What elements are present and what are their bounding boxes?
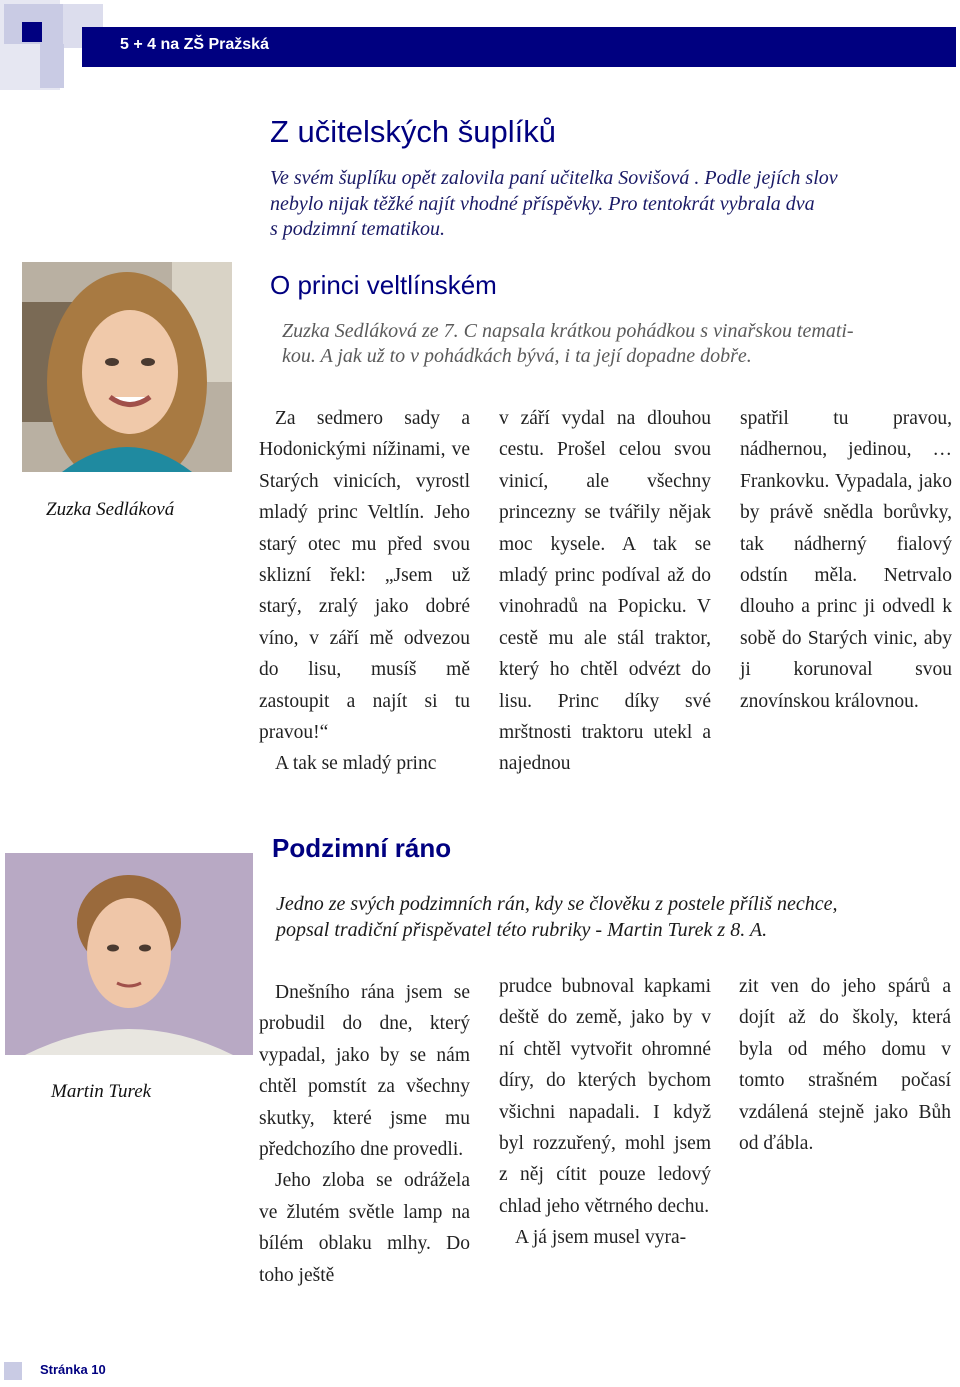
paragraph: v září vydal na dlouhou cestu. Prošel celou svou vinicí, ale všechny princezny se tvářily nějak moc kysele. A tak se mladý princ podíval až do vinohradů na Popicku. V cestě mu ale stál traktor, který ho chtěl odvézt do lisu. Princ díky své mrštnosti traktoru utekl a najednou: [499, 408, 711, 775]
intro-text: [270, 166, 930, 243]
section-title: Z učitelských šuplíků: [270, 114, 556, 149]
header-title: 5 + 4 na ZŠ Pražská: [120, 36, 269, 53]
page-number: Stránka 10: [40, 1362, 106, 1377]
article-column: [259, 977, 470, 1291]
byline-line: popsal tradiční přispěvatel této rubriky - Martin Turek z 8. A.: [276, 919, 768, 941]
article-column: [499, 971, 711, 1254]
intro-line: nebylo nijak těžké najít vhodné příspěvky. Pro tentokrát vybrala dva: [270, 192, 815, 215]
byline-line: Zuzka Sedláková ze 7. C napsala krátkou pohádkou s vinařskou temati-: [282, 320, 854, 342]
article-column: [739, 971, 951, 1159]
article-column: [740, 403, 952, 717]
photo-caption: Martin Turek: [51, 1081, 152, 1102]
portrait-illustration: [5, 853, 253, 1055]
paragraph: A tak se mladý princ: [275, 753, 437, 775]
portrait-illustration: [22, 262, 232, 472]
zuzka-photo: [22, 262, 232, 472]
martin-photo: [5, 853, 253, 1055]
article-column: [499, 403, 711, 780]
header-square-pale: [40, 44, 64, 88]
footer-square: [4, 1362, 22, 1380]
paragraph: zit ven do jeho spárů a dojít až do školy, která byla od mého domu v tomto strašném počasí vzdálená stejně jako Bůh od ďábla.: [739, 976, 951, 1155]
byline-line: kou. A jak už to v pohádkách bývá, i ta její dopadne dobře.: [282, 345, 752, 367]
header-square-dark: [22, 22, 42, 42]
article-byline: [282, 319, 854, 369]
paragraph: spatřil tu pravou, nádhernou, jedinou, … Frankovku. Vypadala, jako by právě snědla borůvky, tak nádherný fialový odstín měla. Netrvalo dlouho a princ ji odvedl k sobě do Starých vinic, aby ji korunoval svou znovínskou královnou.: [740, 408, 952, 712]
paragraph: A já jsem musel vyra-: [515, 1227, 687, 1249]
paragraph: Za sedmero sady a Hodonickými nížinami, ve Starých vinicích, vyrostl mladý princ Veltlín. Jeho starý otec mu před svou sklizní řekl: „Jsem už starý, zralý jako dobré víno, v září mě odvezou do lisu, musíš mě zastoupit a najít si tu pravou!“: [259, 408, 470, 744]
article-column: [259, 403, 470, 780]
paragraph: Dnešního rána jsem se probudil do dne, který vypadal, jako by se nám chtěl pomstít za všechny skutky, které jsme mu předchozího dne provedli.: [259, 982, 470, 1161]
photo-caption: Zuzka Sedláková: [46, 499, 175, 520]
article-byline: [276, 891, 837, 943]
byline-line: Jedno ze svých podzimních rán, kdy se člověku z postele příliš nechce,: [276, 893, 838, 915]
intro-line: s podzimní tematikou.: [270, 218, 445, 240]
article-title: Podzimní ráno: [272, 833, 452, 863]
paragraph: prudce bubnoval kapkami deště do země, jako by v ní chtěl vytvořit ohromné díry, do kterých bychom všichni napadali. I když byl rozzuřený, mohl jsem z něj cítit pouze ledový chlad jeho větrného dechu.: [499, 976, 711, 1217]
intro-line: Ve svém šuplíku opět zalovila paní učitelka Sovišová . Podle jejích slov: [270, 167, 838, 189]
paragraph: Jeho zloba se odrážela ve žlutém světle lamp na bílém oblaku mlhy. Do toho ještě: [259, 1170, 470, 1286]
article-title: O princi veltlínském: [270, 270, 497, 300]
